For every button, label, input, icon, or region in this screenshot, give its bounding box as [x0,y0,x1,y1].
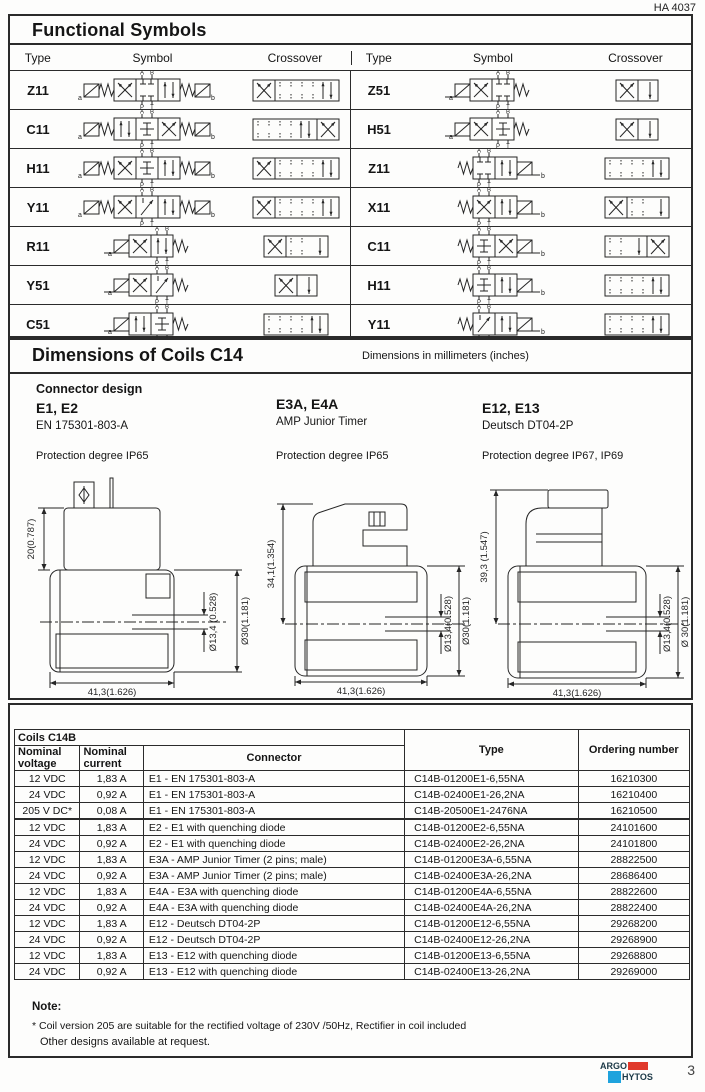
note-label: Note: [32,1001,62,1013]
voltage-cell: 12 VDC [15,916,80,932]
coils-ordering-table [14,729,690,980]
type-cell: C14B-02400E3A-26,2NA [405,868,578,884]
table-row [15,803,690,820]
current-cell: 0,92 A [80,932,143,948]
valve-type-label: Y11 [26,199,50,215]
valve-type-label: C11 [26,121,50,137]
crossover-symbol [582,227,691,265]
svg-text:41,3(1.626): 41,3(1.626) [87,687,137,698]
svg-text:P: P [154,261,159,265]
svg-text:T: T [486,222,491,226]
svg-text:A: A [154,227,159,233]
argo-hytos-logo [600,1062,660,1083]
svg-text:a: a [77,134,82,141]
logo-red-mark [628,1062,648,1070]
symbol-row-half [350,110,691,148]
svg-text:T: T [486,300,491,304]
ordering-cell: 16210500 [578,803,689,820]
col-header-type-right: Type [351,51,407,65]
svg-text:B: B [149,110,154,116]
col-header-crossover-left: Crossover [267,50,323,65]
valve-type-label: H51 [367,121,391,137]
svg-text:A: A [495,71,500,77]
table-row [15,836,690,852]
valve-symbol [407,110,582,148]
svg-text:P: P [139,105,144,109]
symbol-row [10,227,691,266]
connector-cell: E3A - AMP Junior Timer (2 pins; male) [143,868,404,884]
svg-text:P: P [495,105,500,109]
svg-text:B: B [149,149,154,155]
coil-drawing-e1-e2 [12,474,252,705]
type-cell: C14B-01200E2-6,55NA [405,819,578,836]
crossover-symbol [241,266,350,304]
connector-cell: E1 - EN 175301-803-A [143,787,404,803]
svg-text:a: a [107,251,112,258]
svg-text:P: P [476,300,481,304]
valve-symbol [407,227,582,265]
coils-table-title: Coils C14B [15,730,405,746]
type-cell: C14B-01200E13-6,55NA [405,948,578,964]
connector-e12-e13-standard: Deutsch DT04-2P [482,420,574,432]
valve-symbol [407,188,582,226]
svg-text:Ø13,4(0.528): Ø13,4(0.528) [443,596,454,652]
svg-text:Ø13,4 (0.528): Ø13,4 (0.528) [208,592,219,652]
valve-type-label: H11 [26,160,50,176]
type-cell: C14B-01200E1-6,55NA [405,771,578,787]
symbols-table-header [10,45,691,71]
connector-design-heading: Connector design [36,382,143,396]
col-header-voltage: Nominal voltage [15,746,80,771]
svg-text:B: B [149,188,154,194]
voltage-cell: 24 VDC [15,836,80,852]
valve-symbol [66,227,241,265]
symbol-row-half [350,71,691,109]
crossover-symbol [241,149,350,187]
svg-text:34,1(1.354): 34,1(1.354) [266,539,277,589]
svg-text:B: B [164,227,169,233]
protection-e3a-e4a: Protection degree IP65 [276,450,389,462]
symbol-row [10,110,691,149]
svg-text:Ø 30(1.181): Ø 30(1.181) [680,596,691,648]
col-header-connector: Connector [143,746,404,771]
connector-cell: E1 - EN 175301-803-A [143,803,404,820]
ordering-cell: 29268800 [578,948,689,964]
voltage-cell: 12 VDC [15,771,80,787]
table-row [15,964,690,980]
voltage-cell: 12 VDC [15,948,80,964]
crossover-symbol [582,266,691,304]
svg-text:A: A [476,305,481,311]
connector-cell: E2 - E1 with quenching diode [143,836,404,852]
ordering-cell: 16210300 [578,771,689,787]
valve-type-label: Z11 [27,82,49,98]
valve-symbol [407,149,582,187]
svg-text:P: P [139,222,144,226]
connector-cell: E4A - E3A with quenching diode [143,900,404,916]
ordering-cell: 28822400 [578,900,689,916]
symbol-row [10,71,691,110]
svg-text:T: T [505,144,510,148]
connector-e12-e13-info [482,400,573,432]
svg-text:b: b [210,212,215,219]
svg-text:B: B [486,188,491,194]
note-line-2: Other designs available at request. [40,1036,210,1048]
table-row [15,948,690,964]
protection-e1-e2: Protection degree IP65 [36,450,149,462]
svg-text:B: B [164,266,169,272]
connector-cell: E12 - Deutsch DT04-2P [143,916,404,932]
valve-symbol [66,266,241,304]
connector-e3a-e4a-standard: AMP Junior Timer [276,416,368,428]
svg-text:B: B [486,305,491,311]
logo-blue-mark [608,1071,621,1083]
svg-text:a: a [448,134,453,141]
svg-text:a: a [448,95,453,102]
table-row [15,852,690,868]
voltage-cell: 24 VDC [15,868,80,884]
symbol-row-half [10,266,350,304]
type-cell: C14B-02400E4A-26,2NA [405,900,578,916]
crossover-symbol [582,188,691,226]
table-row [15,819,690,836]
voltage-cell: 205 V DC* [15,803,80,820]
ordering-cell: 29269000 [578,964,689,980]
table-row [15,787,690,803]
ordering-cell: 16210400 [578,787,689,803]
col-header-ordering: Ordering number [578,730,689,771]
svg-text:Ø13,4(0.528): Ø13,4(0.528) [662,596,673,652]
table-row [15,900,690,916]
svg-text:a: a [107,290,112,297]
current-cell: 1,83 A [80,884,143,900]
svg-text:T: T [149,144,154,148]
connector-cell: E4A - E3A with quenching diode [143,884,404,900]
functional-symbols-title: Functional Symbols [10,16,691,45]
dimensions-title: Dimensions of Coils C14 [32,345,244,365]
svg-text:Ø30(1.181): Ø30(1.181) [461,596,472,646]
svg-text:A: A [154,305,159,311]
svg-text:T: T [486,261,491,265]
voltage-cell: 24 VDC [15,932,80,948]
symbol-row [10,149,691,188]
svg-text:b: b [540,290,545,297]
symbol-row-half [10,149,350,187]
type-cell: C14B-02400E2-26,2NA [405,836,578,852]
table-row [15,771,690,787]
connector-cell: E13 - E12 with quenching diode [143,948,404,964]
connector-cell: E3A - AMP Junior Timer (2 pins; male) [143,852,404,868]
col-header-current: Nominal current [80,746,143,771]
svg-text:B: B [505,110,510,116]
current-cell: 0,92 A [80,787,143,803]
symbol-row [10,188,691,227]
svg-text:A: A [476,266,481,272]
symbols-table-body [10,71,691,343]
col-header-symbol-right: Symbol [472,50,513,65]
svg-text:b: b [540,173,545,180]
svg-text:P: P [476,183,481,187]
svg-text:B: B [486,149,491,155]
valve-type-label: C11 [367,238,391,254]
connector-e1-e2-info [36,382,142,432]
symbol-row-half [10,110,350,148]
connector-e3a-e4a-name: E3A, E4A [276,396,339,412]
svg-text:41,3(1.626): 41,3(1.626) [336,686,386,697]
svg-text:b: b [210,173,215,180]
svg-text:A: A [139,149,144,155]
ordering-cell: 24101800 [578,836,689,852]
svg-text:T: T [149,183,154,187]
svg-text:B: B [164,305,169,311]
table-row [15,868,690,884]
svg-text:A: A [476,227,481,233]
connector-e1-e2-name: E1, E2 [36,400,79,416]
connector-cell: E2 - E1 with quenching diode [143,819,404,836]
connector-cell: E13 - E12 with quenching diode [143,964,404,980]
current-cell: 0,92 A [80,868,143,884]
valve-type-label: R11 [26,238,50,254]
svg-text:A: A [139,71,144,77]
document-number: HA 4037 [653,2,696,14]
type-cell: C14B-01200E12-6,55NA [405,916,578,932]
svg-text:T: T [164,300,169,304]
valve-type-label: H11 [367,277,391,293]
current-cell: 1,83 A [80,852,143,868]
svg-text:b: b [210,95,215,102]
ordering-cell: 28686400 [578,868,689,884]
svg-text:a: a [77,95,82,102]
type-cell: C14B-20500E1-2476NA [405,803,578,820]
symbol-row-half [10,71,350,109]
svg-text:A: A [476,188,481,194]
valve-symbol [66,188,241,226]
type-cell: C14B-01200E3A-6,55NA [405,852,578,868]
symbol-row-half [350,266,691,304]
svg-text:P: P [495,144,500,148]
svg-text:b: b [540,251,545,258]
svg-text:P: P [139,144,144,148]
crossover-symbol [241,227,350,265]
svg-text:B: B [486,266,491,272]
type-cell: C14B-02400E1-26,2NA [405,787,578,803]
valve-symbol [407,71,582,109]
note-line-1: * Coil version 205 are suitable for the rectified voltage of 230V /50Hz, Rectifier in coil included [32,1020,467,1032]
col-header-crossover-right: Crossover [608,50,663,65]
current-cell: 0,92 A [80,836,143,852]
svg-text:T: T [505,105,510,109]
valve-symbol [66,110,241,148]
valve-type-label: X11 [367,199,391,215]
protection-e12-e13: Protection degree IP67, IP69 [482,450,624,462]
col-header-type-left: Type [24,50,51,65]
svg-text:A: A [476,149,481,155]
functional-symbols-section [8,14,693,338]
svg-text:P: P [476,261,481,265]
valve-type-label: Z51 [367,82,391,98]
symbol-row-half [350,188,691,226]
current-cell: 0,92 A [80,964,143,980]
svg-text:a: a [77,173,82,180]
svg-text:A: A [139,188,144,194]
symbol-row-half [10,227,350,265]
connector-cell: E12 - Deutsch DT04-2P [143,932,404,948]
svg-text:b: b [540,329,545,336]
svg-text:a: a [77,212,82,219]
coil-drawing-e3a-e4a [255,474,473,705]
crossover-symbol [241,71,350,109]
logo-text-hytos: HYTOS [622,1072,653,1082]
crossover-symbol [241,188,350,226]
symbol-row [10,266,691,305]
valve-type-label: Z11 [368,160,390,176]
table-row [15,884,690,900]
voltage-cell: 24 VDC [15,787,80,803]
svg-text:A: A [154,266,159,272]
svg-text:b: b [540,212,545,219]
valve-type-label: Y51 [26,277,50,293]
svg-text:b: b [210,134,215,141]
connector-e1-e2-standard: EN 175301-803-A [36,420,129,432]
valve-symbol [407,266,582,304]
voltage-cell: 12 VDC [15,852,80,868]
col-header-symbol-left: Symbol [132,50,173,65]
svg-text:Ø30(1.181): Ø30(1.181) [240,596,251,646]
svg-text:P: P [139,183,144,187]
svg-text:B: B [505,71,510,77]
ordering-cell: 29268900 [578,932,689,948]
svg-text:A: A [495,110,500,116]
type-cell: C14B-02400E13-26,2NA [405,964,578,980]
valve-type-label: Y11 [367,316,391,332]
svg-text:20(0.787): 20(0.787) [26,518,37,560]
table-row [15,916,690,932]
coils-table-section [8,703,693,1058]
ordering-cell: 24101600 [578,819,689,836]
logo-text-argo: ARGO [600,1061,627,1071]
crossover-symbol [241,110,350,148]
valve-symbol [66,149,241,187]
current-cell: 0,08 A [80,803,143,820]
ordering-cell: 28822600 [578,884,689,900]
voltage-cell: 12 VDC [15,819,80,836]
coil-drawing-e12-e13 [466,474,694,705]
units-note: Dimensions in millimeters (inches) [362,350,529,362]
crossover-symbol [582,71,691,109]
crossover-symbol [582,149,691,187]
symbol-row-half [10,188,350,226]
svg-text:B: B [486,227,491,233]
ordering-cell: 28822500 [578,852,689,868]
symbol-row-half [350,149,691,187]
table-row [15,932,690,948]
valve-symbol [66,71,241,109]
svg-text:a: a [107,329,112,336]
ordering-cell: 29268200 [578,916,689,932]
current-cell: 1,83 A [80,916,143,932]
current-cell: 1,83 A [80,819,143,836]
voltage-cell: 24 VDC [15,900,80,916]
symbol-row-half [350,227,691,265]
svg-text:A: A [139,110,144,116]
svg-text:T: T [149,105,154,109]
dimensions-title-bar [10,340,691,374]
current-cell: 1,83 A [80,771,143,787]
svg-text:T: T [486,183,491,187]
type-cell: C14B-01200E4A-6,55NA [405,884,578,900]
voltage-cell: 24 VDC [15,964,80,980]
connector-e12-e13-name: E12, E13 [482,400,540,416]
svg-text:P: P [476,222,481,226]
svg-text:39,3 (1.547): 39,3 (1.547) [479,531,490,583]
col-header-type: Type [405,730,578,771]
current-cell: 1,83 A [80,948,143,964]
page-number: 3 [687,1062,695,1078]
svg-text:41,3(1.626): 41,3(1.626) [552,688,602,699]
svg-text:P: P [154,300,159,304]
type-cell: C14B-02400E12-26,2NA [405,932,578,948]
connector-e3a-e4a-info [276,396,367,428]
svg-text:T: T [149,222,154,226]
voltage-cell: 12 VDC [15,884,80,900]
connector-cell: E1 - EN 175301-803-A [143,771,404,787]
crossover-symbol [582,110,691,148]
svg-text:B: B [149,71,154,77]
current-cell: 0,92 A [80,900,143,916]
svg-text:T: T [164,261,169,265]
valve-type-label: C51 [26,316,50,332]
